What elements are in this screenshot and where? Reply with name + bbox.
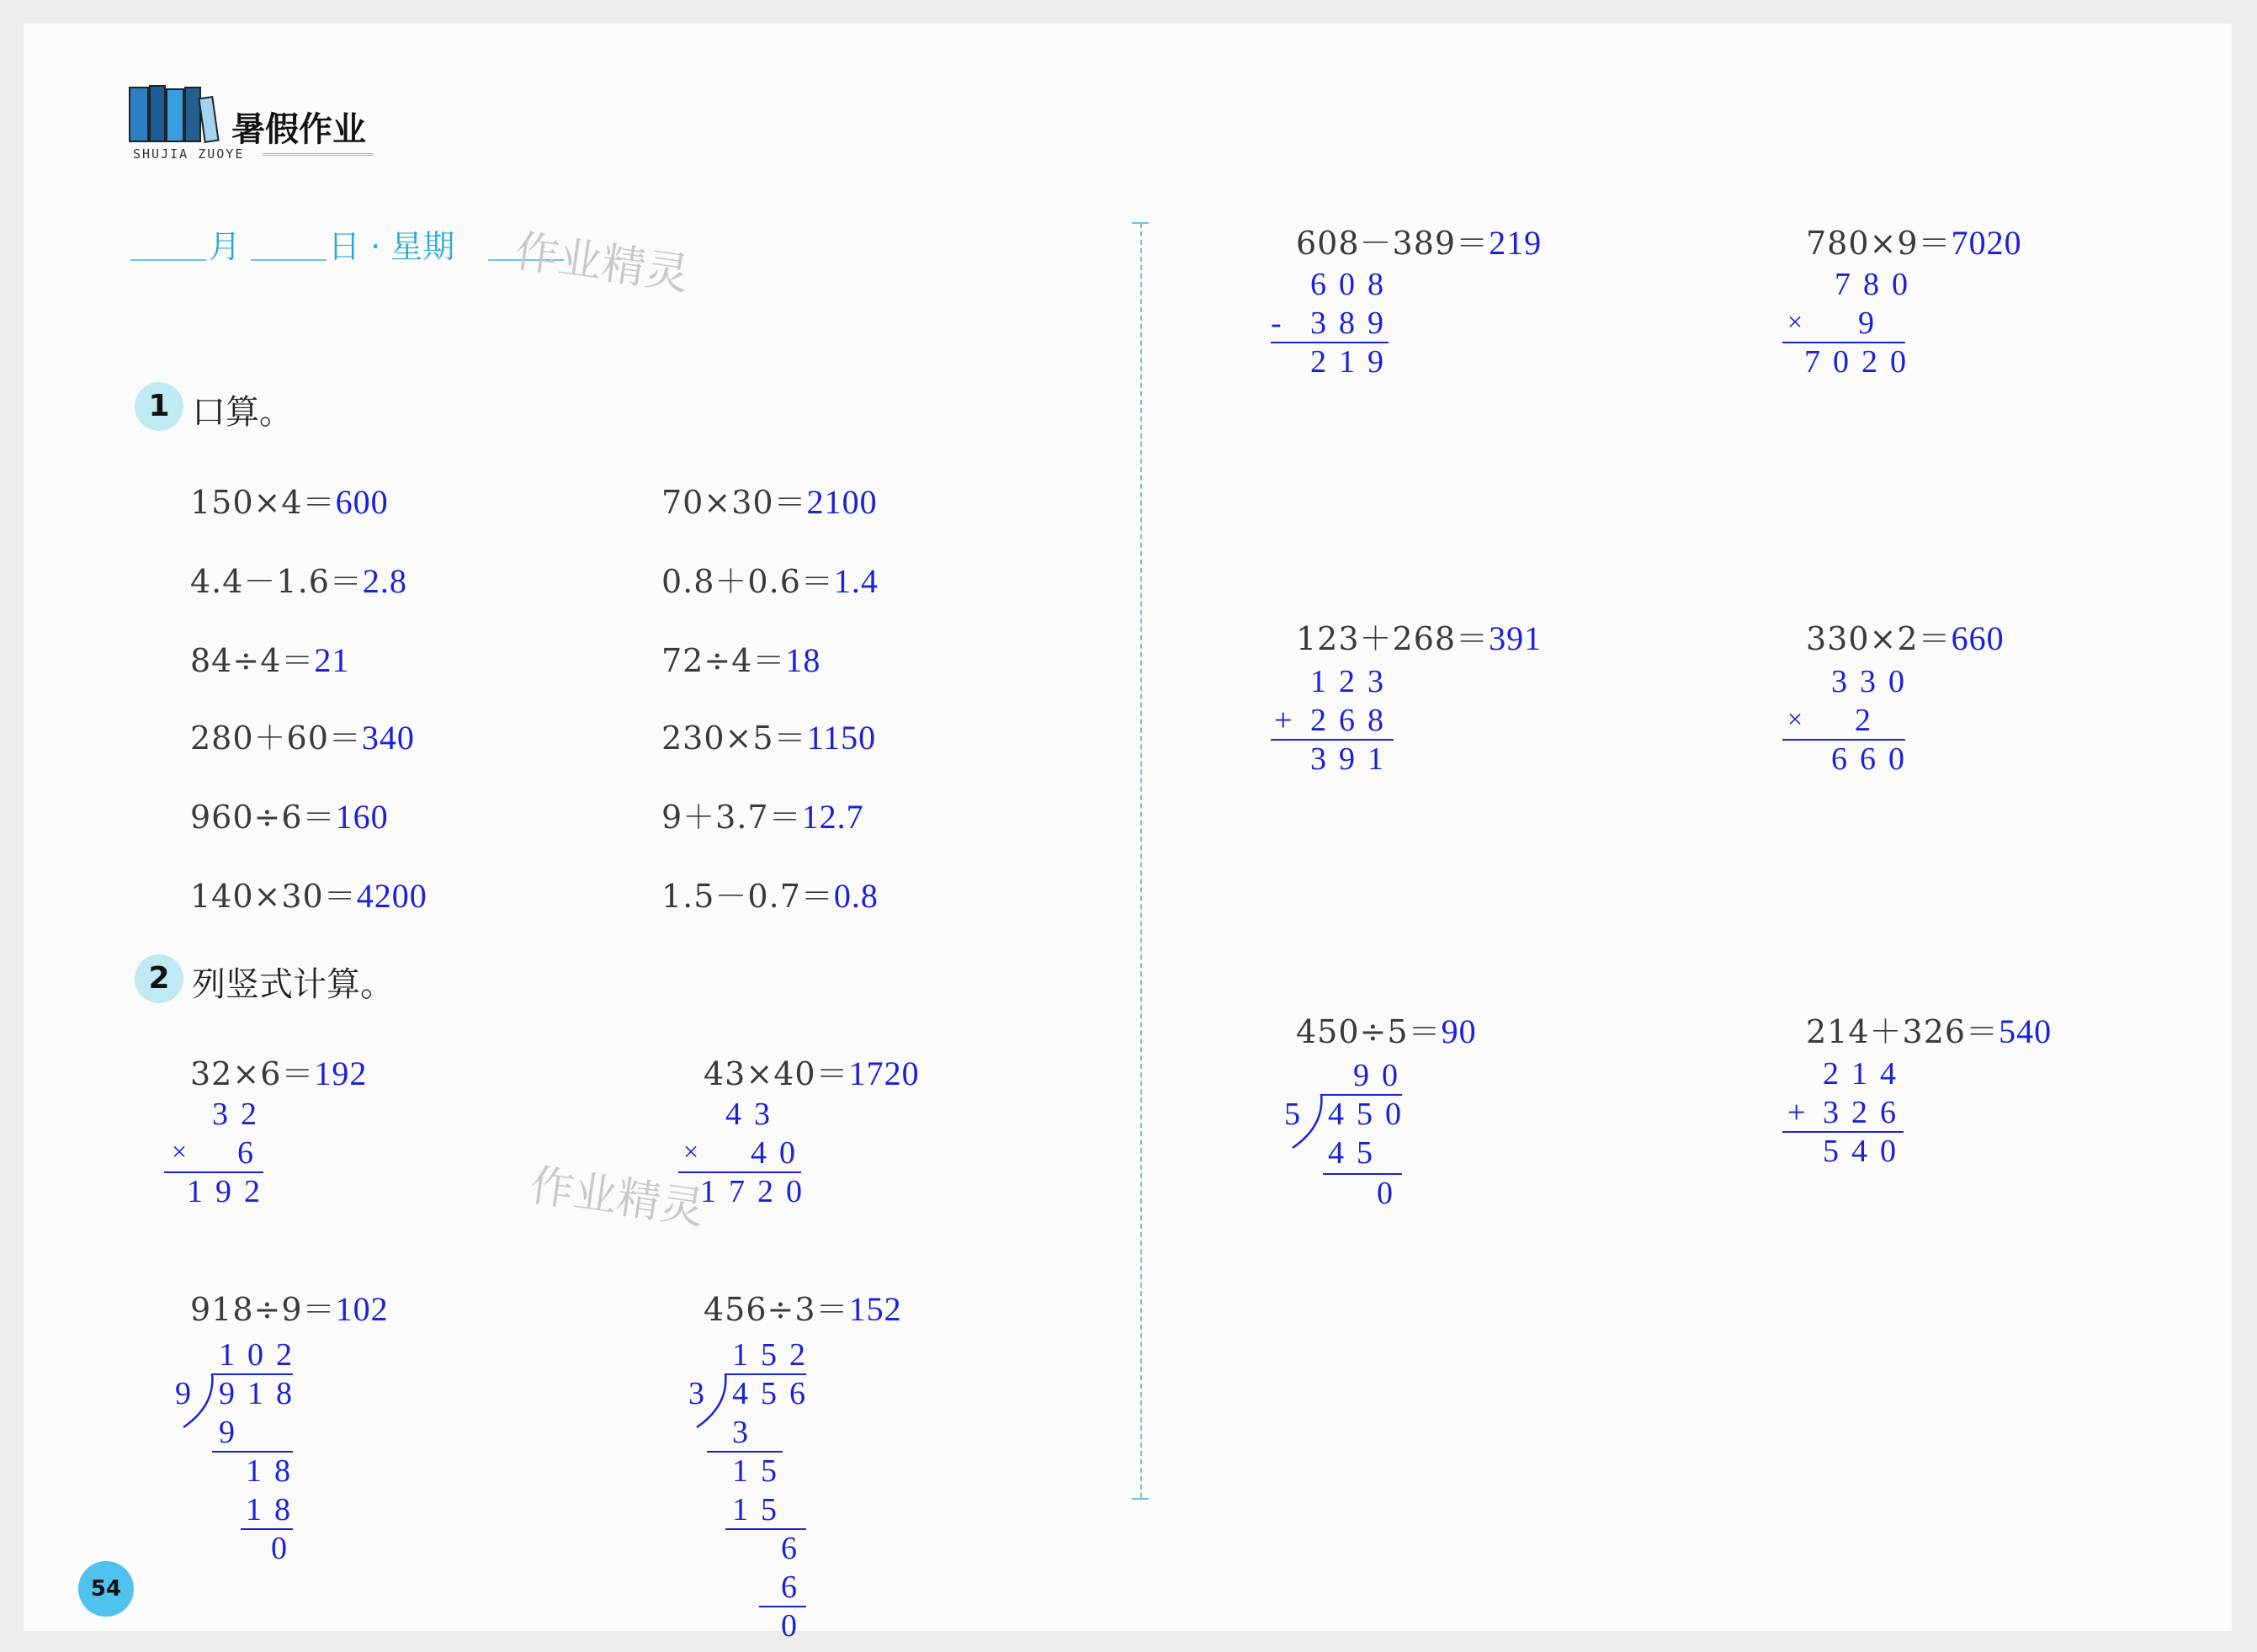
oral-calc-question: 72÷4＝ [661,642,786,679]
p4-step-4: 6 [781,1531,810,1566]
p8-bottom: 2 [1855,703,1883,738]
problem-9-answer: 90 [1441,1012,1477,1050]
oral-calc-answer: 12.7 [801,798,864,836]
p9-divisor: 5 [1284,1097,1313,1132]
oral-calc-item [661,712,876,758]
p5-sign: - [1271,305,1294,341]
problem-7-question: 123＋268＝391 [1296,619,1543,657]
header-subtitle: SHUJIA ZUOYE [133,146,245,162]
p8-sign: × [1787,704,1816,734]
oral-calc-question: 84÷4＝ [190,642,315,679]
p9-division-bracket [1286,1092,1328,1151]
section1-badge: 1 [135,382,183,431]
p4-step-5: 6 [781,1570,810,1605]
day-blank [251,259,327,261]
p5-bottom: 389 [1310,305,1396,341]
p10-sign: + [1787,1095,1819,1130]
p4-dividend: 456 [732,1376,818,1411]
oral-calc-item [190,712,415,758]
p8-result: 660 [1831,741,1917,777]
oral-calc-item [661,791,864,837]
header-underline [263,153,374,156]
p5-top: 608 [1310,267,1396,302]
oral-calc-item [661,870,879,916]
p6-result: 7020 [1804,344,1919,380]
oral-calc-item [190,555,407,602]
oral-calc-answer: 340 [361,719,415,757]
books-logo-icon [128,84,220,145]
watermark-2: 作业精灵 [527,1160,708,1235]
oral-calc-question: 70×30＝ [661,484,807,521]
p1-top: 32 [212,1097,269,1132]
problem-3-question: 918÷9＝102 [190,1290,389,1328]
problem-4-question: 456÷3＝152 [704,1290,902,1328]
oral-calc-answer: 0.8 [833,877,879,915]
oral-calc-answer: 1.4 [833,562,879,600]
month-blank [130,259,206,261]
section1-title: 口算。 [192,393,293,432]
oral-calc-answer: 600 [335,483,389,521]
oral-calc-item [190,476,389,523]
p3-step-1: 9 [219,1415,247,1450]
oral-calc-answer: 2.8 [362,562,407,600]
p2-sign: × [683,1136,712,1166]
problem-2-question: 43×40＝1720 [704,1054,920,1092]
watermark: 作业精灵 [512,226,693,301]
divider-cap-bottom [1132,1498,1149,1500]
oral-calc-answer: 1150 [806,719,877,757]
p3-step-2: 18 [246,1453,303,1489]
p9-dividend: 450 [1328,1097,1414,1132]
oral-calc-answer: 160 [335,798,389,836]
p4-step-1: 3 [732,1415,761,1450]
section2-title: 列竖式计算。 [192,965,394,1004]
p7-top: 123 [1310,664,1396,699]
p8-top: 330 [1831,664,1917,699]
oral-calc-item [661,476,878,523]
oral-calc-item [661,555,879,602]
header-title: 暑假作业 [231,110,366,149]
p2-result: 1720 [700,1174,815,1209]
p9-step-1: 45 [1328,1135,1385,1171]
oral-calc-question: 1.5－0.7＝ [661,878,834,915]
problem-9-question: 450÷5＝90 [1296,1012,1477,1050]
problem-1-question: 32×6＝192 [190,1054,368,1092]
p9-quotient: 90 [1353,1058,1410,1093]
oral-calc-item [661,635,820,681]
p7-sign: + [1274,703,1305,738]
p2-bottom: 40 [751,1135,808,1171]
oral-calc-answer: 4200 [356,877,428,915]
oral-calc-item [190,635,349,681]
oral-calc-question: 150×4＝ [190,484,336,521]
p3-quotient: 102 [219,1337,305,1373]
oral-calc-question: 140×30＝ [190,878,357,915]
p1-bottom: 6 [237,1135,266,1171]
oral-calc-question: 4.4－1.6＝ [190,563,363,600]
problem-5-answer: 219 [1489,224,1543,262]
p2-top: 43 [725,1097,783,1132]
p10-top: 214 [1823,1056,1909,1092]
problem-10-question: 214＋326＝540 [1806,1012,2053,1050]
problem-8-answer: 660 [1951,619,2005,657]
p4-step-3: 15 [732,1492,789,1527]
problem-6-question: 780×9＝7020 [1806,224,2022,262]
p6-top: 780 [1835,267,1920,302]
page-divider [1140,223,1142,1498]
oral-calc-item [190,870,428,916]
problem-4-answer: 152 [848,1290,902,1328]
p4-step-2: 15 [732,1453,789,1489]
p3-dividend: 918 [219,1376,305,1411]
p6-sign: × [1787,306,1816,337]
section2-badge: 2 [135,954,183,1003]
problem-5-question: 608－389＝219 [1296,224,1543,262]
oral-calc-answer: 21 [314,641,350,679]
problem-7-answer: 391 [1489,619,1543,657]
problem-6-answer: 7020 [1951,224,2022,262]
problem-2-answer: 1720 [848,1054,920,1092]
p4-division-bracket [690,1372,732,1431]
oral-calc-question: 0.8＋0.6＝ [661,563,834,600]
p3-division-bracket [177,1372,219,1431]
date-month-label: 月 [209,228,242,265]
divider-cap-top [1132,222,1149,224]
oral-calc-question: 280＋60＝ [190,720,362,757]
oral-calc-item [190,791,389,837]
p3-step-3: 18 [246,1492,303,1527]
p5-result: 219 [1310,344,1396,380]
oral-calc-question: 9＋3.7＝ [661,799,802,836]
p1-result: 192 [187,1174,273,1209]
problem-10-answer: 540 [1999,1012,2053,1050]
problem-8-question: 330×2＝660 [1806,619,2005,657]
p4-step-6: 0 [781,1608,810,1644]
p7-bottom: 268 [1310,703,1396,738]
p7-result: 391 [1310,741,1396,777]
page-number: 54 [78,1561,134,1617]
p4-divisor: 3 [688,1376,717,1411]
p3-divisor: 9 [175,1376,204,1411]
problem-1-answer: 192 [314,1054,368,1092]
p4-quotient: 152 [732,1337,818,1373]
p10-bottom: 326 [1823,1095,1909,1130]
oral-calc-answer: 2100 [806,483,878,521]
oral-calc-question: 960÷6＝ [190,799,336,836]
oral-calc-question: 230×5＝ [661,720,807,757]
p6-bottom: 9 [1858,305,1887,341]
oral-calc-answer: 18 [785,641,821,679]
p10-result: 540 [1823,1134,1909,1169]
p3-step-4: 0 [271,1531,300,1566]
p1-sign: × [172,1136,200,1166]
date-day-label: 日 · 星期 [328,228,455,265]
p9-step-2: 0 [1377,1176,1405,1211]
problem-3-answer: 102 [335,1290,389,1328]
